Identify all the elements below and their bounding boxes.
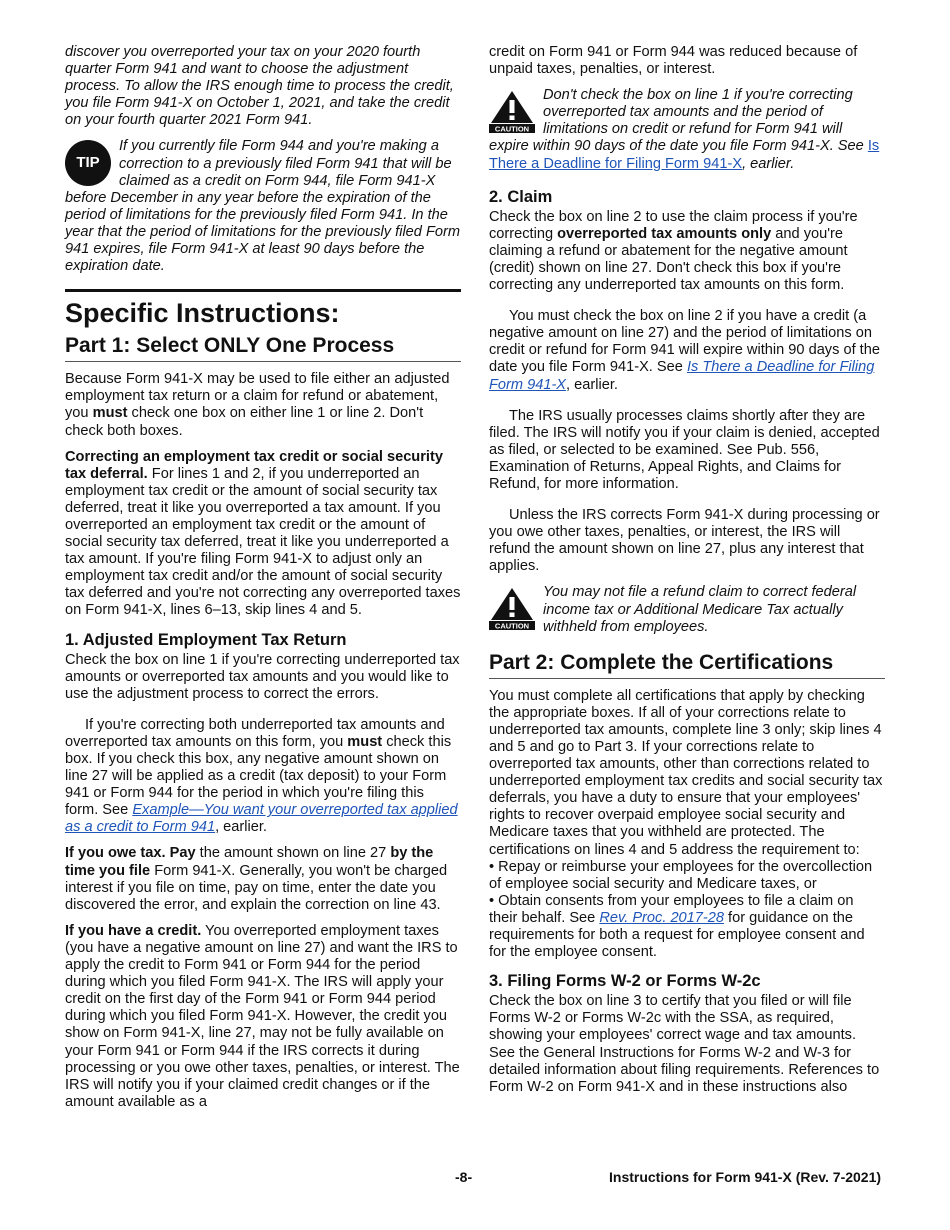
caution-note-1: CAUTION Don't check the box on line 1 if you're correcting overreported tax amounts and the period of limitations on credit or refund for Form 941 will expire within 90 days of the date you file Form 941-X. See Is There a Deadline for Filing Form 941-X, earlier.: [489, 87, 880, 172]
tip-note: [65, 138, 461, 275]
left-column: [65, 44, 461, 1120]
caution-icon: [489, 586, 535, 630]
continued-paragraph: credit on Form 941 or Form 944 was reduced because of unpaid taxes, penalties, or interest.: [489, 44, 858, 78]
tip-text: If you currently file Form 944 and you're making a correction to a previously filed Form 941 that will be claimed as a credit on Form 944, file Form 941-X before December in any year before the expiration of the period of limitations for the previously filed Form 941. In the year that the period of limitations for the previously filed Form 941 expires, file Form 941-X at least 90 days before the expiration date.: [65, 138, 461, 275]
part1-heading: Part 1: Select ONLY One Process: [65, 333, 461, 362]
caution-2-text: You may not file a refund claim to correct federal income tax or Additional Medicare Tax actually withheld from employees.: [543, 584, 857, 635]
section2-paragraph-2: You must check the box on line 2 if you have a credit (a negative amount on line 27) and the period of limitations on credit or refund for Form 941 will expire within 90 days of the date you file Form 941-X. See Is There a Deadline for Filing Form 941-X, earlier.: [489, 308, 880, 393]
credit-paragraph: If you have a credit. You overreported employment taxes (you have a negative amount on line 27) and want the IRS to apply the credit to Form 941 or Form 944 for the period during which you filed Form 941-X. The IRS will apply your credit on the first day of the Form 941 or Form 944 period during which you filed Form 941-X. However, the credit you show on Form 941-X, line 27, may not be fully available on your Form 941 or Form 944 if the IRS corrects it during processing or you owe other taxes, penalties, or interest. The IRS will notify you if your claimed credit changes or if the amount available as a: [65, 922, 460, 1110]
deadline-link-2[interactable]: Is There a Deadline for Filing Form 941-X: [489, 359, 875, 393]
section3-paragraph: Check the box on line 3 to certify that you filed or will file Forms W-2 or Forms W-2c with the SSA, as required, showing your employees' correct wage and tax amounts. See the General Instructions for Forms W-2 and W-3 for detailed information about filing requirements. References to Form W-2 on Form 941-X and in these instructions also: [489, 993, 880, 1095]
part2-paragraph: You must complete all certifications that apply by checking the appropriate boxes. If all of your corrections relate to underreported tax amounts, complete line 3 only; skip lines 4 and 5 and go to Part 3. If your corrections relate to overreported tax amounts, other than corrections related to underreported employment tax credits and social security tax deferrals, you have a duty to ensure that your employees' rights to recover overpaid employee social security and Medicare taxes that you withheld are protected. The certifications on lines 4 and 5 address the requirement to:: [489, 687, 883, 858]
specific-instructions-heading: Specific Instructions:: [65, 298, 340, 329]
deferral-paragraph: Correcting an employment tax credit or social security tax deferral. For lines 1 and 2, if you underreported an employment tax credit or the amount of social security tax deferred, treat it like you overreported a tax amount. If you overreported an employment tax credit or the amount of social security tax deferred, treat it like you underreported a tax amount. If you're filing Form 941-X to adjust only an employment tax credit and/or the amount of social security tax deferred and you're not correcting any overreported taxes on Form 941-X, lines 6–13, skip lines 4 and 5.: [65, 448, 461, 619]
section1-paragraph-2: If you're correcting both underreported tax amounts and overreported tax amounts on this form, you must check this box. If you check this box, any negative amount shown on line 27 will be applied as a credit (tax deposit) to your Form 941 or Form 944 for the period in which you're filing this form. See Example—You want your overreported tax applied as a credit to Form 941, earlier.: [65, 716, 458, 836]
section-divider: [65, 289, 461, 292]
section2-paragraph-1: Check the box on line 2 to use the claim process if you're correcting overreported tax amounts only and you're claiming a refund or abatement for the negative amount (credit) shown on line 27. Don't check this box if you're correcting any underreported tax amounts on this form.: [489, 208, 858, 294]
section1-heading: 1. Adjusted Employment Tax Return: [65, 630, 347, 649]
part2-heading: Part 2: Complete the Certifications: [489, 650, 885, 679]
right-column: [489, 44, 885, 1105]
list-item: • Obtain consents from your employees to file a claim on their behalf. See Rev. Proc. 2017-28 for guidance on the requirements for both a request for employee consent and for the employee consent.: [489, 892, 865, 961]
deadline-link-1[interactable]: Is There a Deadline for Filing Form 941-X: [489, 138, 880, 172]
section3-heading: 3. Filing Forms W-2 or Forms W-2c: [489, 972, 761, 991]
list-item: • Repay or reimburse your employees for the overcollection of employee social security and Medicare taxes, or: [489, 858, 873, 892]
svg-text:CAUTION: CAUTION: [494, 621, 530, 631]
section2-paragraph-4: Unless the IRS corrects Form 941-X during processing or you owe other taxes, penalties, or interest, the IRS will refund the amount shown on line 27, plus any interest that applies.: [489, 507, 880, 575]
caution-1-text: Don't check the box on line 1 if you're correcting overreported tax amounts and the period of limitations on credit or refund for Form 941 will expire within 90 days of the date you file Form 941-X. See: [489, 87, 868, 155]
caution-icon: [489, 89, 535, 133]
rev-proc-link[interactable]: Rev. Proc. 2017-28: [599, 909, 724, 926]
tip-icon: TIP: [65, 140, 111, 186]
owe-tax-paragraph: If you owe tax. Pay the amount shown on line 27 by the time you file Form 941-X. Generally, you won't be charged interest if you file on time, pay on time, enter the date you discovered the error, and explain the correction on line 43.: [65, 845, 448, 913]
intro-paragraph: discover you overreported your tax on your 2020 fourth quarter Form 941 and want to choose the adjustment process. To allow the IRS enough time to process the credit, you file Form 941-X on October 1, 2021, and take the credit on your fourth quarter 2021 Form 941.: [65, 44, 454, 129]
example-link[interactable]: Example—You want your overreported tax applied as a credit to Form 941: [65, 802, 458, 836]
page-number: -8-: [455, 1169, 473, 1185]
caution-note-2: [489, 584, 885, 635]
requirement-list: [489, 859, 885, 962]
form-title: Instructions for Form 941-X (Rev. 7-2021): [609, 1169, 882, 1185]
section2-heading: 2. Claim: [489, 187, 553, 206]
part1-paragraph: Because Form 941-X may be used to file either an adjusted employment tax return or a claim for refund or abatement, you must check one box on either line 1 or line 2. Don't check both boxes.: [65, 371, 450, 439]
section1-paragraph-1: Check the box on line 1 if you're correcting underreported tax amounts or overreported tax amounts and you would like to use the adjustment process to correct the errors.: [65, 651, 460, 702]
svg-text:CAUTION: CAUTION: [494, 124, 530, 134]
section2-paragraph-3: The IRS usually processes claims shortly after they are filed. The IRS will notify you if your claim is denied, accepted as filed, or selected to be examined. See Pub. 556, Examination of Returns, Appeal Rights, and Claims for Refund, for more information.: [489, 407, 880, 492]
